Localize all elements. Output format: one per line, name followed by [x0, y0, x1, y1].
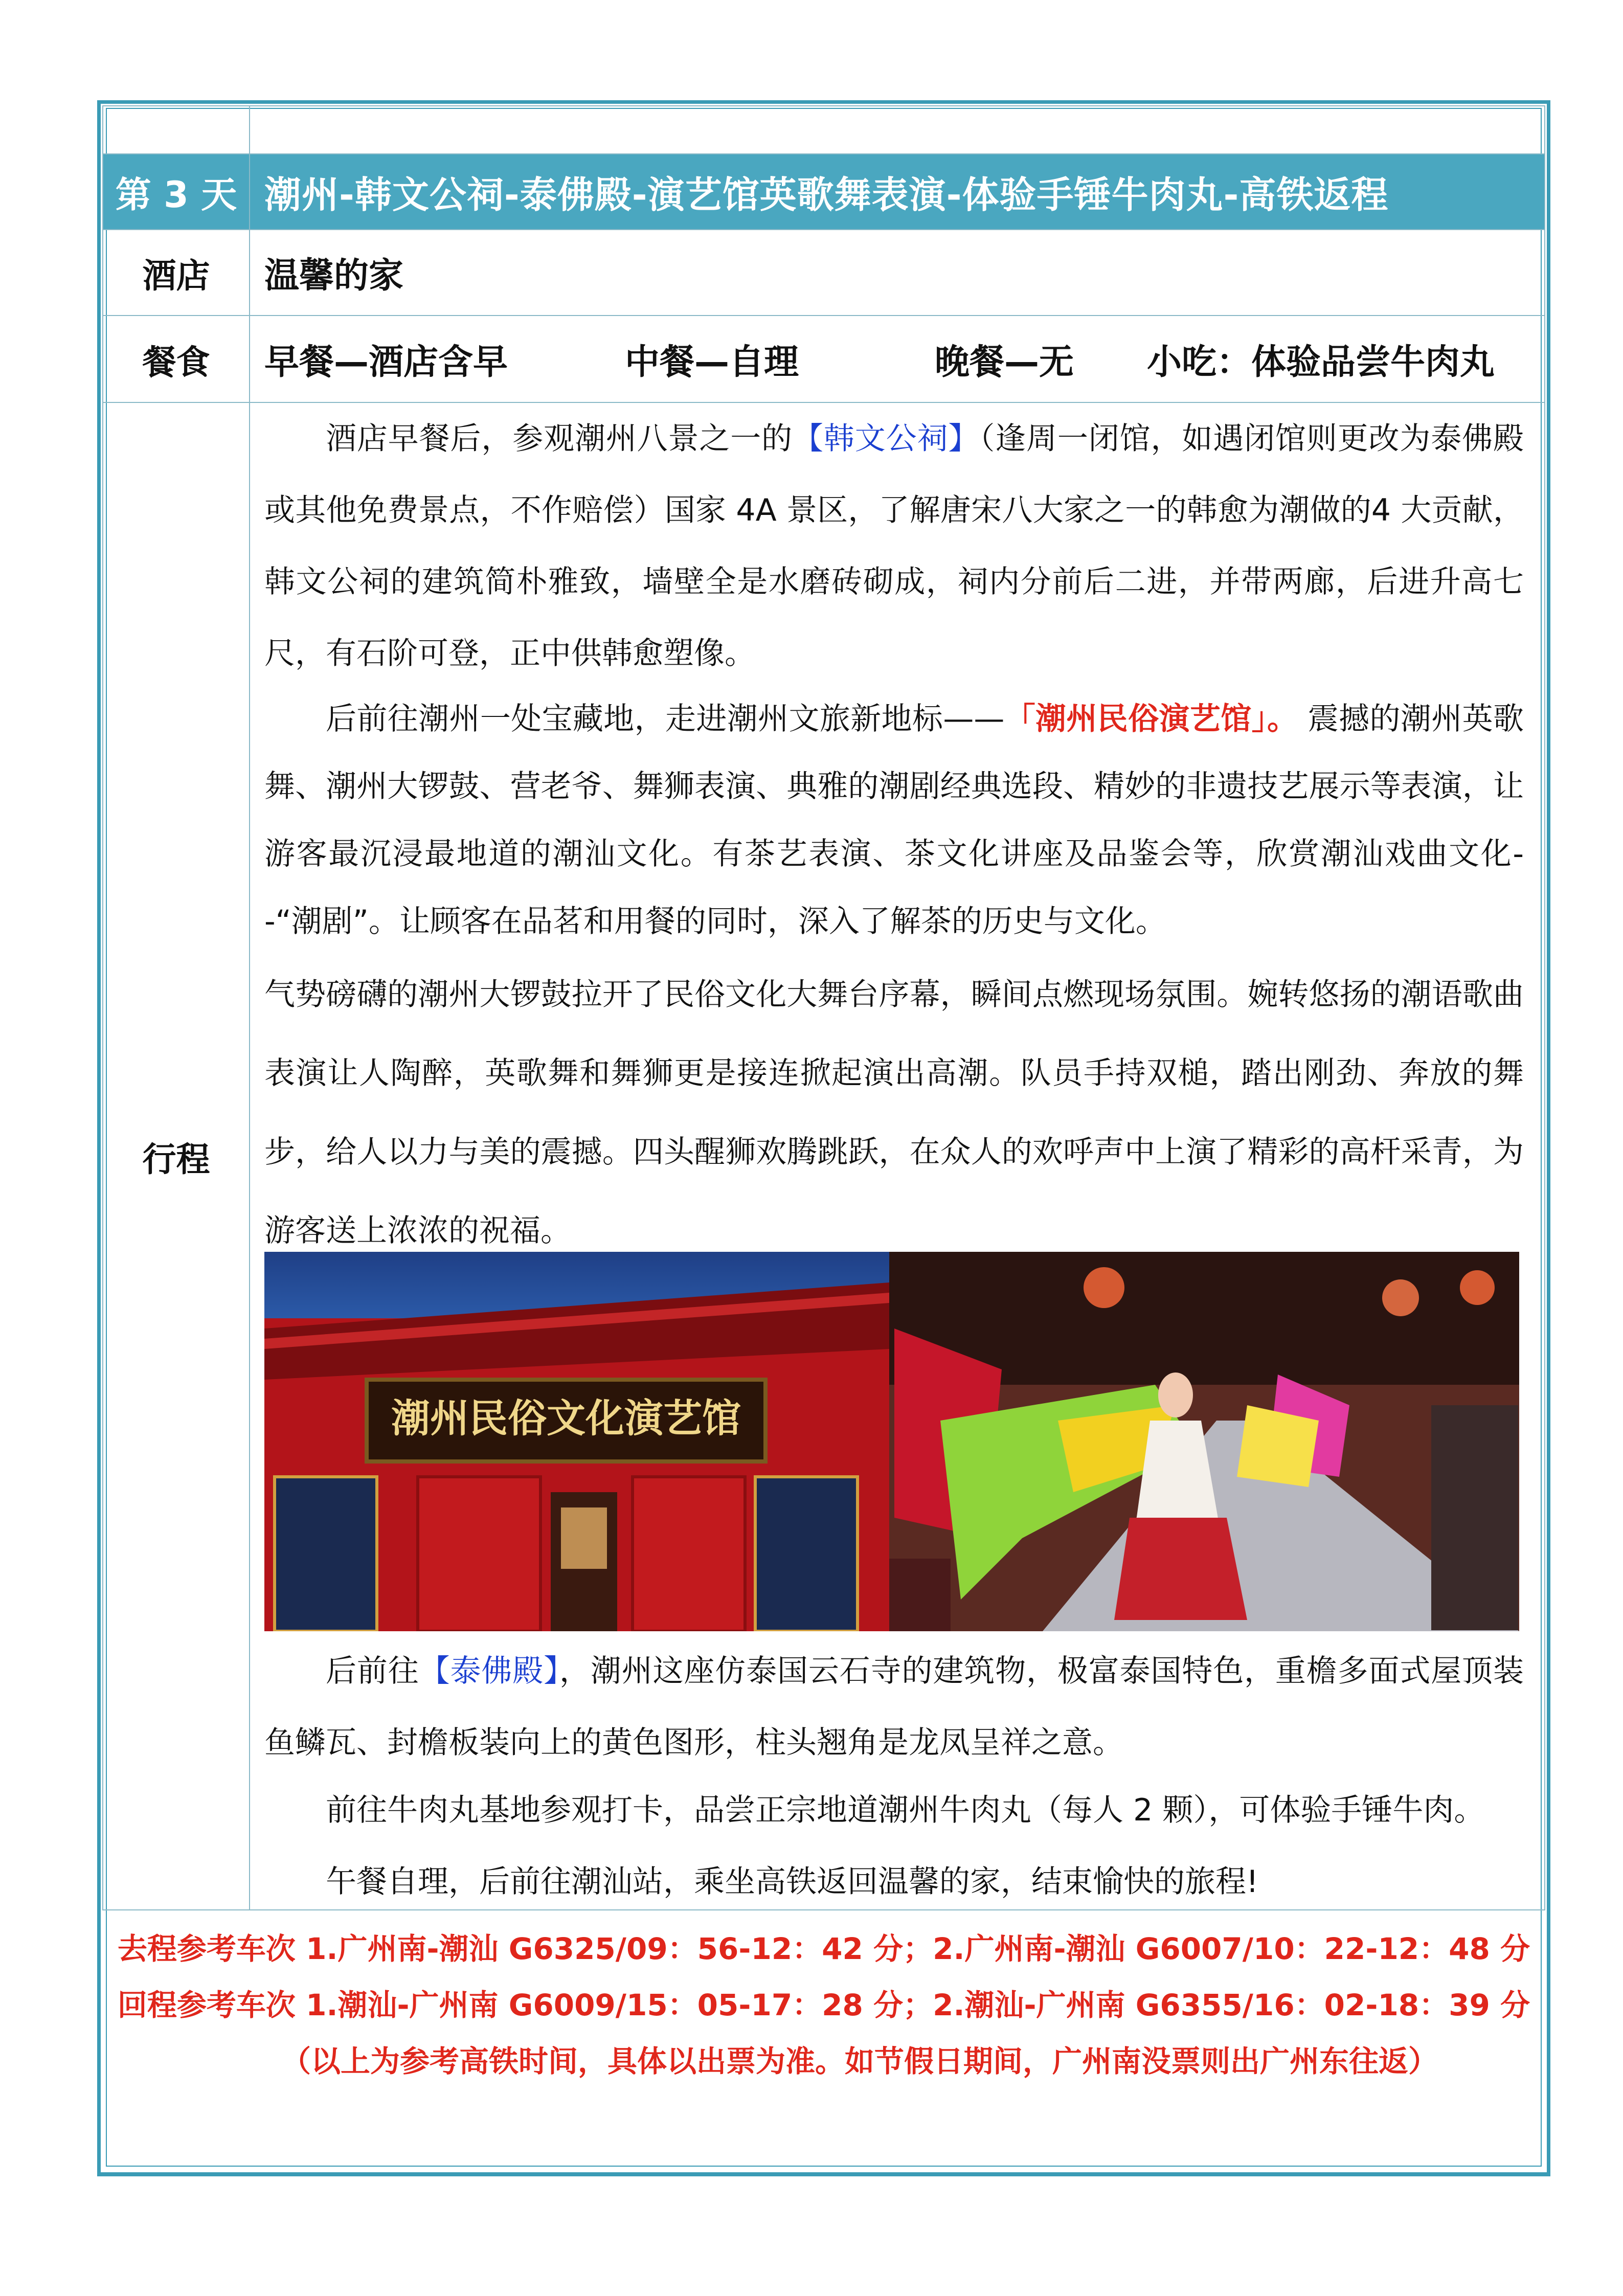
outbound-trains: 去程参考车次 1.广州南-潮汕 G6325/09：56-12：42 分；2.广州南-潮汕 G6007/10：22-12：48 分: [117, 1931, 1530, 1966]
meal-row: [103, 316, 1545, 402]
meal-breakfast: 早餐—酒店含早: [264, 342, 508, 382]
paragraph-performance: 气势磅礴的潮州大锣鼓拉开了民俗文化大舞台序幕，瞬间点燃现场氛围。婉转悠扬的潮语歌曲表演让人陶醉，英歌舞和舞狮更是接连掀起演出高潮。队员手持双槌，踏出刚劲、奔放的舞步，给人以力与美的震撼。四头醒狮欢腾跳跃，在众人的欢呼声中上演了精彩的高杆采青，为游客送上浓浓的祝福。: [264, 977, 1524, 1249]
folk-museum-highlight: 「潮州民俗演艺馆」。: [1004, 701, 1298, 737]
paragraph-return: 午餐自理，后前往潮汕站，乘坐高铁返回温馨的家，结束愉快的旅程!: [326, 1864, 1259, 1900]
hotel-label: 酒店: [103, 230, 250, 316]
paragraph-hanwengong: [264, 403, 1524, 689]
return-trains: 回程参考车次 1.潮汕-广州南 G6009/15：05-17：28 分；2.潮汕-广州南 G6355/16：02-18：39 分: [117, 1988, 1530, 2022]
para4-text: 后前往: [326, 1653, 419, 1689]
museum-sign-text: 潮州民俗文化演艺馆: [391, 1395, 741, 1441]
para2-text: 后前往潮州一处宝藏地，走进潮州文旅新地标——: [326, 701, 1005, 737]
para1-rest: （逢周一闭馆，如遇闭馆则更改为泰佛殿或其他免费景点，不作赔偿）国家 4A 景区，了解唐宋八大家之一的韩愈为潮做的4 大贡献，韩文公祠的建筑简朴雅致，墙壁全是水磨砖砌成，祠内分前后二进，并带两廊，后进升高七尺，有石阶可登，正中供韩愈塑像。: [264, 421, 1524, 671]
itinerary-content: [250, 403, 1544, 1909]
para1-text: 酒店早餐后，参观潮州八景之一的: [326, 421, 793, 457]
meal-lunch: 中餐—自理: [625, 342, 799, 382]
itinerary-table: [102, 105, 1545, 1910]
itinerary-label: 行程: [103, 402, 250, 1910]
train-info: [102, 1921, 1545, 2089]
day-header-row: [103, 154, 1545, 230]
bottom-rule: [100, 2172, 1548, 2175]
para2-rest: 震撼的潮州英歌舞、潮州大锣鼓、营老爷、舞狮表演、典雅的潮剧经典选段、精妙的非遗技艺展示等表演，让游客最沉浸最地道的潮汕文化。有茶艺表演、茶文化讲座及品鉴会等，欣赏潮汕戏曲文化--“潮剧”。让顾客在品茗和用餐的同时，深入了解茶的历史与文化。: [264, 701, 1524, 939]
train-note: （以上为参考高铁时间，具体以出票为准。如节假日期间，广州南没票则出广州东往返）: [281, 2044, 1438, 2079]
itinerary-content-cell: [250, 402, 1545, 1910]
spacer-row: [103, 106, 1545, 154]
performance-illustration: [889, 1252, 1519, 1631]
hanwengong-link[interactable]: 【韩文公祠】: [793, 421, 980, 457]
meal-snack: 小吃：体验品尝牛肉丸: [1147, 342, 1495, 382]
hotel-row: [103, 230, 1545, 316]
hotel-value: 温馨的家: [250, 230, 1545, 316]
meal-dinner: 晚餐—无: [935, 342, 1074, 382]
day-label: 第 3 天: [103, 154, 250, 230]
spacer-cell-left: [103, 106, 250, 154]
meal-label: 餐食: [103, 316, 250, 402]
museum-entrance-illustration: [264, 1252, 889, 1631]
para4-rest: ，潮州这座仿泰国云石寺的建筑物，极富泰国特色，重檐多面式屋顶装鱼鳞瓦、封檐板装向上的黄色图形，柱头翘角是龙凤呈祥之意。: [264, 1653, 1524, 1761]
spacer-cell-right: [250, 106, 1545, 154]
performance-photo: [889, 1252, 1519, 1631]
day-title: 潮州-韩文公祠-泰佛殿-演艺馆英歌舞表演-体验手锤牛肉丸-高铁返程: [250, 154, 1545, 230]
photo-strip: [264, 1252, 1519, 1631]
paragraph-thai-temple: [264, 1635, 1524, 1779]
paragraph-folk-museum: [264, 685, 1524, 955]
meal-values: [250, 316, 1545, 402]
itinerary-row: [103, 402, 1545, 1910]
thai-temple-link[interactable]: 【泰佛殿】: [419, 1653, 559, 1689]
museum-entrance-photo: [264, 1252, 889, 1631]
paragraph-beef-ball: 前往牛肉丸基地参观打卡，品尝正宗地道潮州牛肉丸（每人 2 颗），可体验手锤牛肉。: [326, 1792, 1485, 1828]
